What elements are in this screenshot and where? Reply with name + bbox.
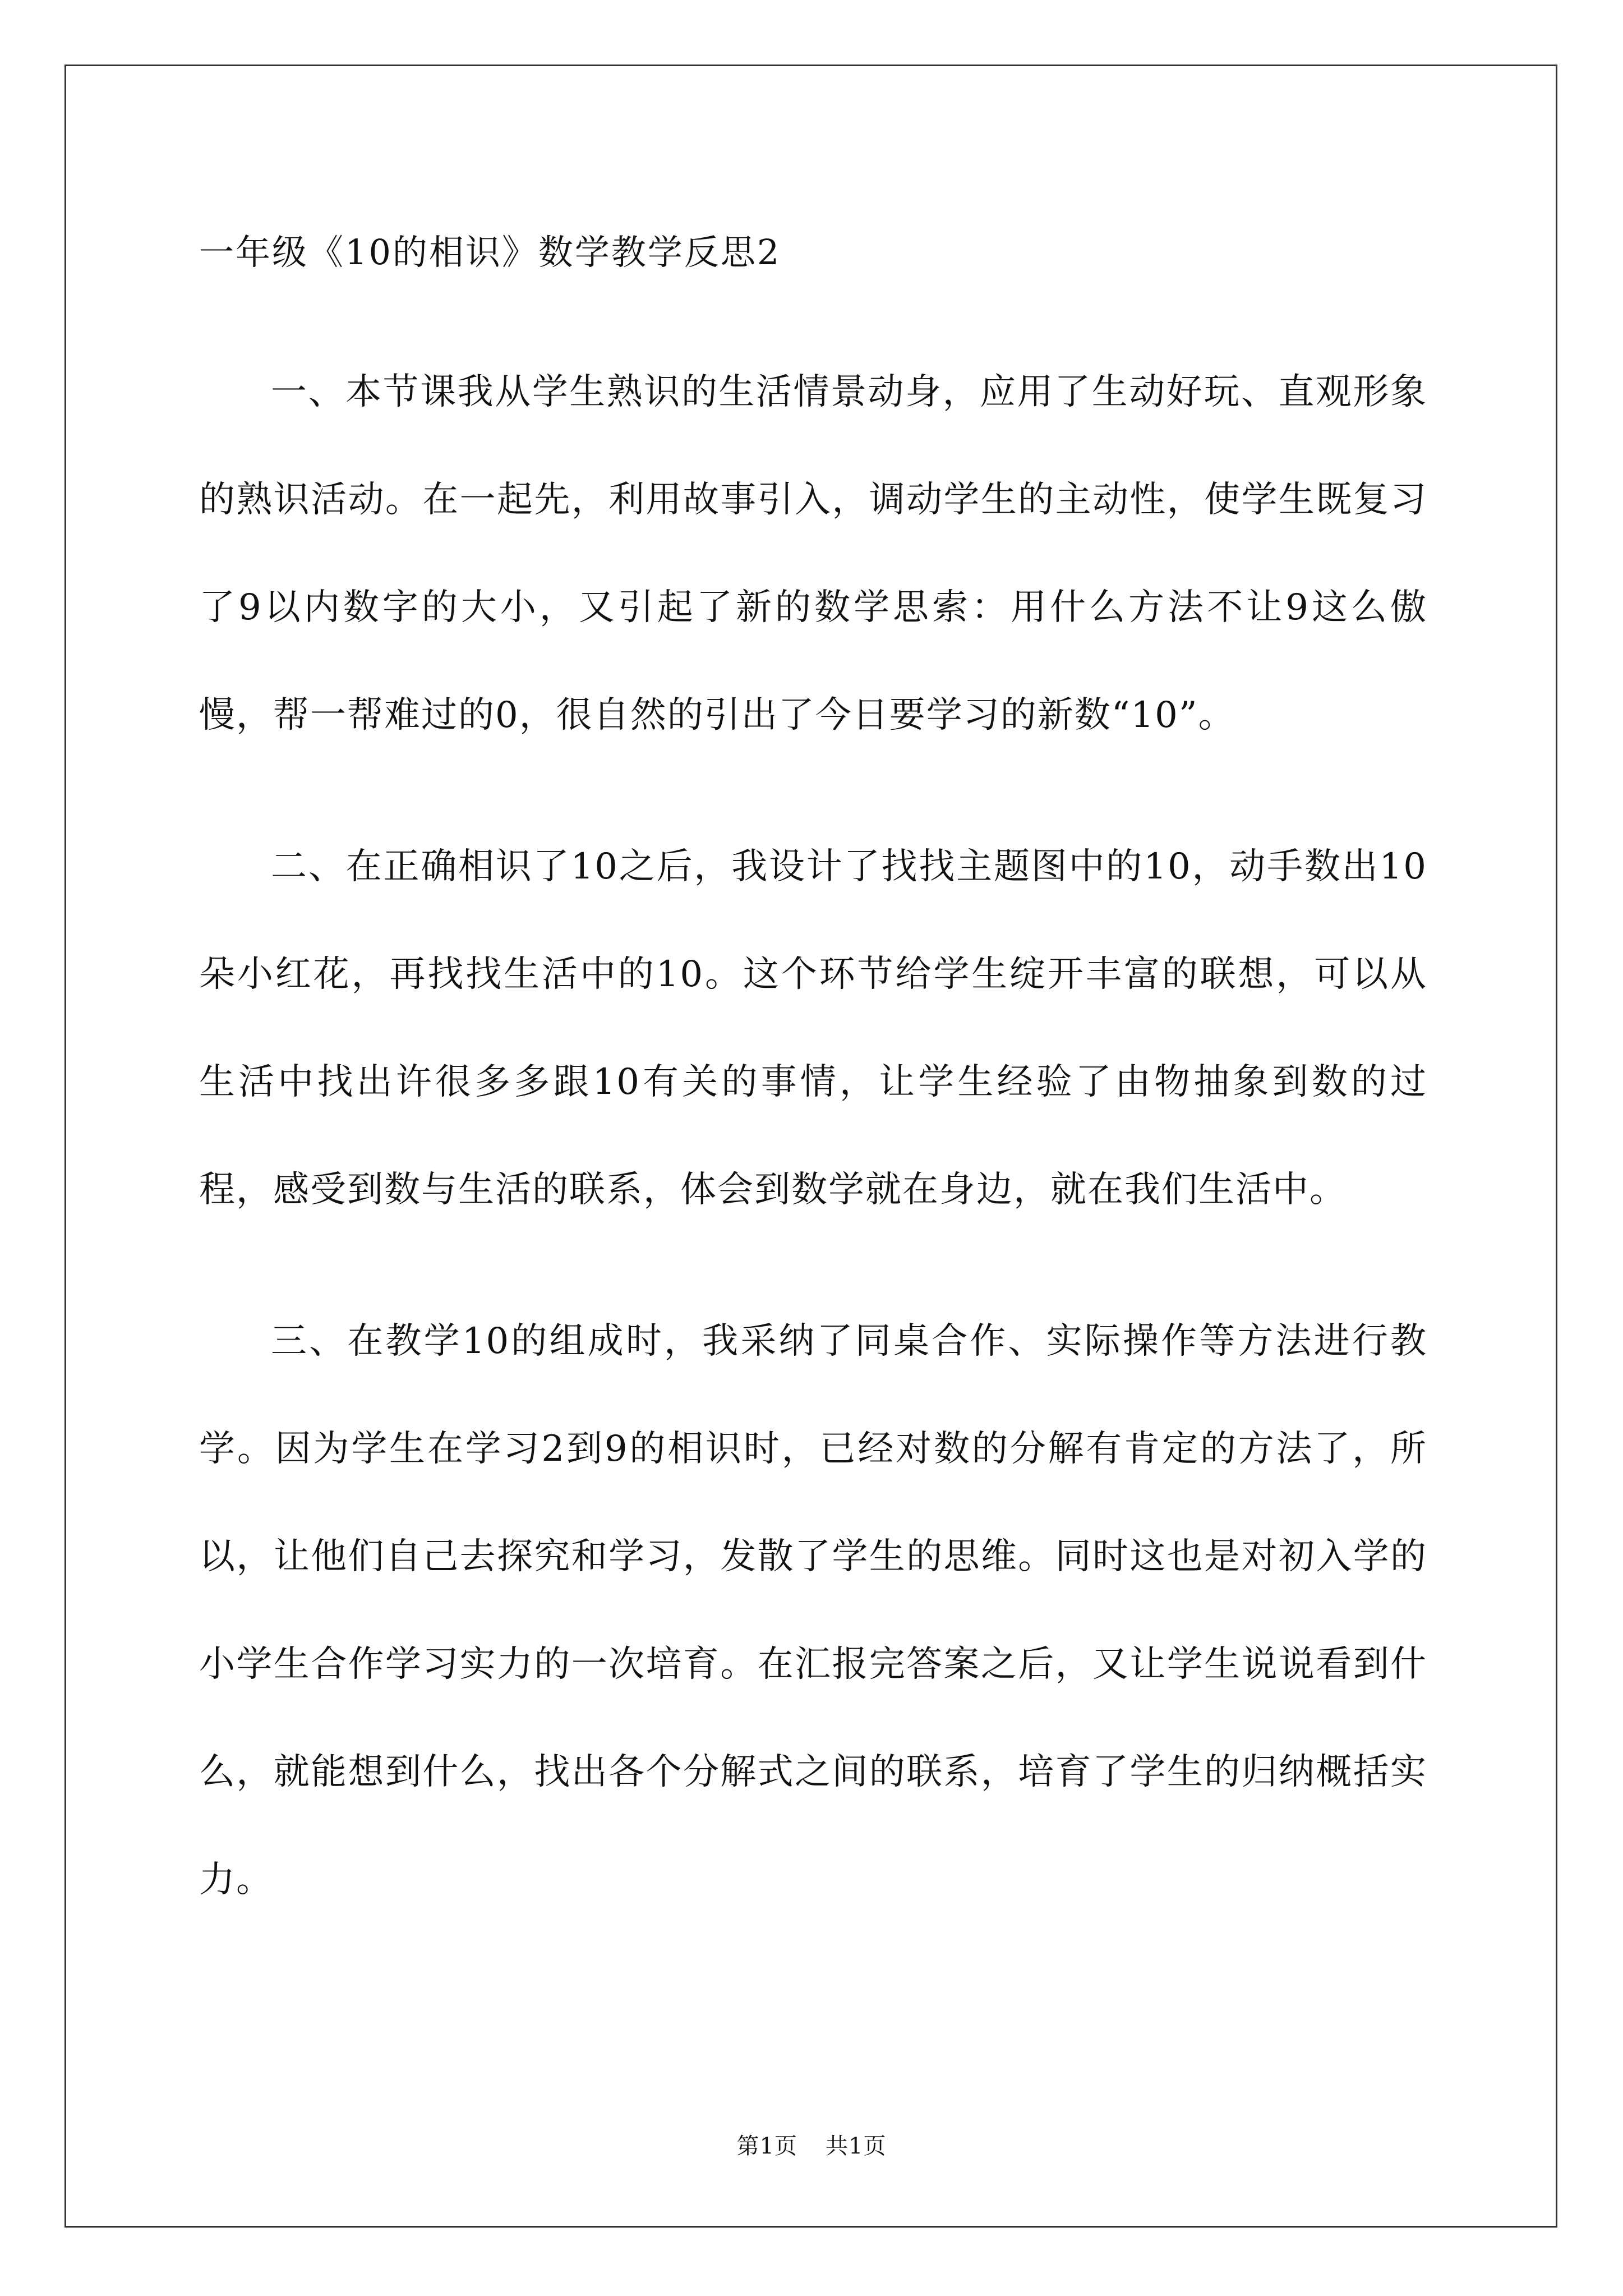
paragraph-1: 一、本节课我从学生熟识的生活情景动身，应用了生动好玩、直观形象的熟识活动。在一起先，利用故事引入，调动学生的主动性，使学生既复习了9以内数字的大小，又引起了新的数学思索：用什么方法不让9这么傲慢，帮一帮难过的0，很自然的引出了今日要学习的新数“10”。: [199, 371, 1427, 736]
document-title: 一年级《10的相识》数学教学反思2: [199, 232, 781, 273]
paragraph-2: 二、在正确相识了10之后，我设计了找找主题图中的10，动手数出10朵小红花，再找找生活中的10。这个环节给学生绽开丰富的联想，可以从生活中找出许很多多跟10有关的事情，让学生经验了由物抽象到数的过程，感受到数与生活的联系，体会到数学就在身边，就在我们生活中。: [199, 846, 1427, 1211]
page-total: 共1页: [826, 2133, 887, 2159]
document-body: [199, 222, 1427, 1934]
page-footer: [0, 2129, 1623, 2163]
paragraph-3: 三、在教学10的组成时，我采纳了同桌合作、实际操作等方法进行教学。因为学生在学习2到9的相识时，已经对数的分解有肯定的方法了，所以，让他们自己去探究和学习，发散了学生的思维。同时这也是对初入学的小学生合作学习实力的一次培育。在汇报完答案之后，又让学生说说看到什么，就能想到什么，找出各个分解式之间的联系，培育了学生的归纳概括实力。: [199, 1320, 1427, 1901]
page-number: 第1页: [736, 2133, 797, 2159]
